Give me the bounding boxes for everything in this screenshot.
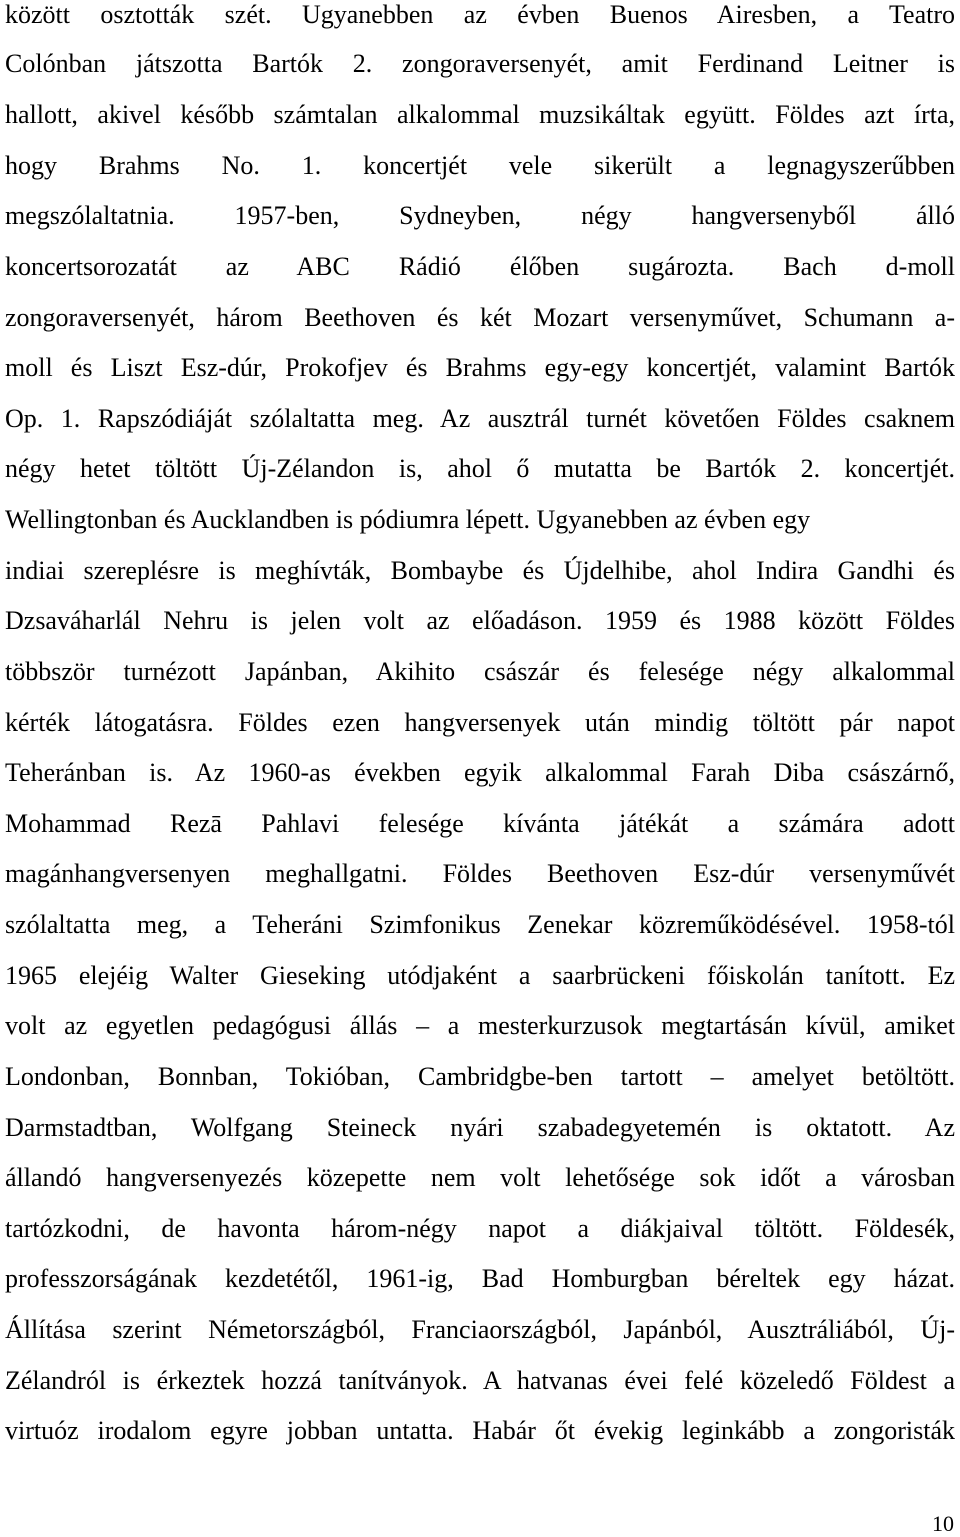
text-line: virtuóz irodalom egyre jobban untatta. Habár őt évekig leginkább a zongoristák: [5, 1416, 955, 1445]
text-line: magánhangversenyen meghallgatni. Földes Beethoven Esz-dúr versenyművét: [5, 859, 955, 888]
text-line: hogy Brahms No. 1. koncertjét vele sikerült a legnagyszerűbben: [5, 151, 955, 180]
text-line: többször turnézott Japánban, Akihito császár és felesége négy alkalommal: [5, 657, 955, 686]
text-line: Op. 1. Rapszódiáját szólaltatta meg. Az ausztrál turnét követően Földes csaknem: [5, 404, 955, 433]
page-number: 10: [932, 1511, 954, 1536]
text-line: Mohammad Rezā Pahlavi felesége kívánta játékát a számára adott: [5, 809, 955, 838]
text-line: koncertsorozatát az ABC Rádió élőben sugározta. Bach d-moll: [5, 252, 955, 281]
text-line: megszólaltatnia. 1957-ben, Sydneyben, négy hangversenyből álló: [5, 201, 955, 230]
text-line: volt az egyetlen pedagógusi állás – a mesterkurzusok megtartásán kívül, amiket: [5, 1011, 955, 1040]
text-line: kérték látogatásra. Földes ezen hangversenyek után mindig töltött pár napot: [5, 708, 955, 737]
text-line: szólaltatta meg, a Teheráni Szimfonikus Zenekar közreműködésével. 1958-tól: [5, 910, 955, 939]
text-line: Zélandról is érkeztek hozzá tanítványok. A hatvanas évei felé közeledő Földest a: [5, 1366, 955, 1395]
text-line: Londonban, Bonnban, Tokióban, Cambridgbe-ben tartott – amelyet betöltött.: [5, 1062, 955, 1091]
text-line: 1965 elejéig Walter Gieseking utódjaként a saarbrückeni főiskolán tanított. Ez: [5, 961, 955, 990]
text-line: négy hetet töltött Új-Zélandon is, ahol ő mutatta be Bartók 2. koncertjét.: [5, 454, 955, 483]
text-line: Állítása szerint Németországból, Franciaországból, Japánból, Ausztráliából, Új-: [5, 1315, 955, 1344]
text-line: moll és Liszt Esz-dúr, Prokofjev és Brahms egy-egy koncertjét, valamint Bartók: [5, 353, 955, 382]
text-line: indiai szereplésre is meghívták, Bombaybe és Újdelhibe, ahol Indira Gandhi és: [5, 556, 955, 585]
text-line: tartózkodni, de havonta három-négy napot a diákjaival töltött. Földesék,: [5, 1214, 955, 1243]
text-line: hallott, akivel később számtalan alkalommal muzsikáltak együtt. Földes azt írta,: [5, 100, 955, 129]
text-line: Wellingtonban és Aucklandben is pódiumra lépett. Ugyanebben az évben egy: [5, 505, 811, 534]
text-line: zongoraversenyét, három Beethoven és két Mozart versenyművet, Schumann a-: [5, 303, 955, 332]
text-line: Darmstadtban, Wolfgang Steineck nyári szabadegyetemén is oktatott. Az: [5, 1113, 955, 1142]
text-line: között osztották szét. Ugyanebben az évben Buenos Airesben, a Teatro: [5, 0, 955, 29]
text-line: professzorságának kezdetétől, 1961-ig, Bad Homburgban béreltek egy házat.: [5, 1264, 955, 1293]
text-line: Dzsaváharlál Nehru is jelen volt az előadáson. 1959 és 1988 között Földes: [5, 606, 955, 635]
text-line: állandó hangversenyezés közepette nem volt lehetősége sok időt a városban: [5, 1163, 955, 1192]
text-line: Colónban játszotta Bartók 2. zongoraversenyét, amit Ferdinand Leitner is: [5, 49, 955, 78]
text-line: Teheránban is. Az 1960-as években egyik alkalommal Farah Diba császárnő,: [5, 758, 955, 787]
